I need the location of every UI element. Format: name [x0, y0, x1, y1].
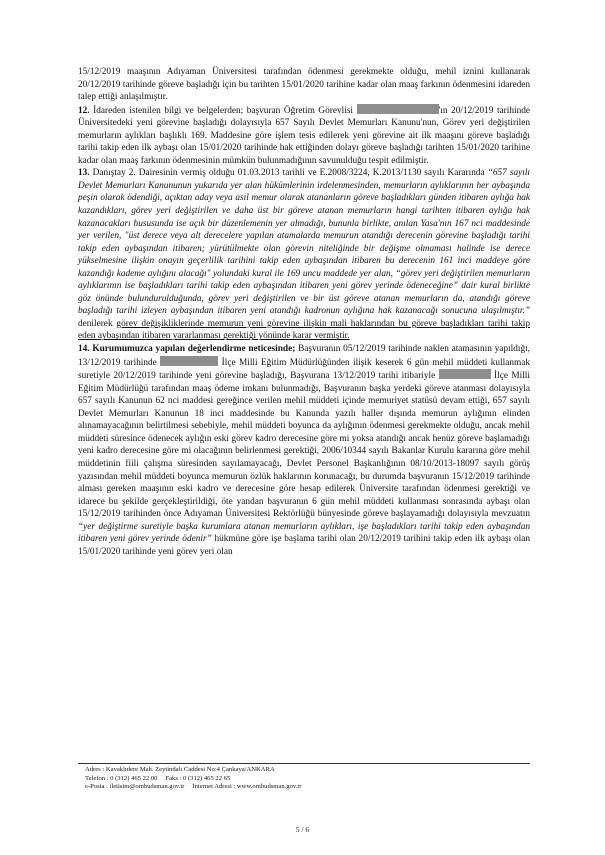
paragraph-text: Başvuranın 05/12/2019 tarihinde naklen atamasının yapıldığı, 13/12/2019 tarihinde	[78, 344, 530, 368]
paragraph-text: İlçe Milli Eğitim Müdürlüğünden ilişik keserek 6 gün mehil müddeti kullanmak suretiyle 20/12/2019 tarihinde yeni görevine başladığı, Başvurana 13/12/2019 tarihi itibariyle	[78, 357, 531, 382]
footer-divider	[78, 763, 530, 764]
paragraph-text: 15/12/2019 maaşının Adıyaman Üniversitesi tarafından ödenmesi gerekmekte olduğu, mehil iznini kullanarak 20/12/2019 tarihinde göreve başladığı için bu tarihten 15/01/2020 tarihine kadar olan maaş farkının ödenmesini idareden talep ettiği anlaşılmıştır.	[78, 67, 530, 103]
paragraph-heading: 14. Kurumumuzca yapılan değerlendirme neticesinde;	[78, 344, 296, 355]
document-body	[78, 66, 530, 558]
footer-website: İnternet Adresi : www.ombudsman.gov.tr	[192, 783, 302, 791]
regulation-quote: “yer değiştirme suretiyle başka kurumlara atanan memurların aylıkları, işe başladıkları tarihi takip eden aybaşından itibaren yeni görev yerinde ödenir”	[78, 521, 530, 545]
footer-contact-row	[85, 775, 530, 784]
paragraph-text: İlçe Milli Eğitim Müdürlüğü tarafından maaş ödeme imkanı bulunmadığı, Başvuranın başka yerdeki göreve atanması dolayısıyla 657 sayılı Kanunun 62 nci maddesi gereğince verilen mehil müddeti içinde memuriyet statüsü devam ettiği, 657 sayılı Devlet Memurları Kanunun 18 inci maddesinde bu Kanunda yazılı haller dışında memurun aylığının elinden alınamayacağının belirtilmesi sebebiyle, mehil müddeti boyunca da aylığının ödenmesi gerekmekte olduğu, ancak mehil müddeti süresince ödenecek aylığın eski görev kadro derecesine göre mi yoksa atandığı ancak henüz göreve başlamadığı yeni kadro derecesine göre mi olacağının belirlenmesi gerektiği, 2006/10344 sayılı Bakanlar Kurulu kararına göre mehil müddetinin fiili çalışma süresinden sayılamayacağı, Devlet Personel Başkanlığının 08/10/2013-18097 sayılı görüş yazısından mehil müddeti boyunca memurun özlük haklarının korunacağı, bu durumda başvuranın 15/12/2019 tarihinde alması gereken maaşının eski kadro ve derecesine göre hesap edilerek Üniversite tarafından ödenmesi gerektiği ve idarece bu şekilde gerçekleştirildiği, öte yandan başvuranın 6 gün mehil müddeti kullanması sonrasında aybaşı olan 15/12/2019 tarihinden önce Adıyaman Üniversitesi Rektörlüğü bünyesinde göreve başlayamadığı dolayısıyla mevzuatın	[78, 371, 530, 520]
paragraph-text: 'ın 20/12/2019 tarihinde Üniversitedeki yeni görevine başladığı dolayısıyla 657 Sayılı Devlet Memurları Kanunu'nun, Görev yeri değiştirilen memurların aylıkları başlıklı 169. Maddesine göre işlem tesis edilerek yeni görevine ait ilk maaşını göreve başladığı tarihi takip eden ilk aybaşı olan 15/01/2020 tarihinde hak ettiğinden dolayı göreve başladığı tarihten 15/01/2020 tarihine kadar olan maaş farkının ödenmesinin mümkün bulunmadığının savunulduğu tespit edilmiştir.	[78, 105, 530, 166]
paragraph-13	[78, 167, 530, 343]
court-decision-quote: “657 sayılı Devlet Memurları Kanununun yukarıda yer alan hükümlerinin irdelenmesinden, memurların aylıklarının her aybaşında peşin olarak ödendiği, açıktan aday veya asıl memur olarak atananların göreve başladıkları günden itibaren aylığa hak kazandıkları, görev yeri değiştirilen ve daha üst bir göreve atanan memurların hangi tarihten itibaren aylığa hak kazanacakları hususunda ise açık bir düzenlemenin yer almadığı, bununla birlikte, anılan Yasa'nın 167 nci maddesinde yer verilen, "üst derece veya alt derecelere yapılan atamalarda memurun atandığı derecenin görevine başladığı tarihi takip eden aybaşından itibaren; yürütülmekte olan görevin niteliğinde bir değişme olmaması halinde ise derece yükselmesine ilişkin onayın geçerlilik tarihini takip eden aybaşından itibaren bu derecenin 161 inci maddeye göre kazandığı kademe aylığını alacağı" yolundaki kural ile 169 uncu maddede yer alan, “görev yeri değiştirilen memurların aylıklarının ise başladıkları tarihi takip eden aybaşından itibaren yeni görev yerinde ödeneceğine” dair kural birlikte göz önünde bulundurulduğunda, görev yeri değiştirilen ve bir üst göreve atanan memurların da, atandığı göreve başladığı tarihi izleyen aybaşından itibaren yeni atandığı kadronun aylığına hak kazanacağı sonucuna ulaşılmıştır.”	[78, 168, 530, 317]
footer-address: Adres : Kavaklıdere Mah. Zeytindalı Caddesi No:4 Çankaya/ANKARA	[85, 766, 275, 773]
page-footer	[85, 766, 530, 792]
footer-phone: Telefon : 0 (312) 465 22 00	[85, 774, 158, 782]
footer-online-row	[85, 783, 530, 792]
paragraph-14	[78, 343, 530, 558]
paragraph-number: 12.	[78, 105, 90, 116]
paragraph-text: hükmüne göre işe başlama tarihi olan 20/12/2019 tarihini takip eden ilk aybaşı olan 15/01/2020 tarihinde yeni görev yeri olan	[78, 534, 530, 557]
redacted-location	[160, 356, 218, 366]
footer-fax: Faks : 0 (312) 465 22 65	[165, 774, 231, 782]
footer-email: e-Posta : iletisim@ombudsman.gov.tr	[85, 783, 185, 791]
paragraph-continuation	[78, 66, 530, 104]
paragraph-text: İdareden istenilen bilgi ve belgelerden; başvuran Öğretim Görevlisi	[89, 105, 357, 116]
paragraph-number: 13.	[78, 168, 90, 179]
redacted-name	[357, 104, 439, 114]
redacted-location	[439, 369, 491, 379]
paragraph-text: denilerek	[78, 318, 117, 329]
page-number: 5 / 6	[295, 825, 310, 834]
paragraph-text: Danıştay 2. Dairesinin vermiş olduğu 01.03.2013 tarihli ve E.2008/3224, K.2013/1130 sayılı Kararında	[89, 168, 488, 179]
underlined-conclusion: görev değişikliklerinde memurun yeni görevine ilişkin mali haklarından bu göreve başladıkları tarihi takip eden aybaşından itibaren yararlanması gerektiği yönünde karar vermiştir.	[78, 318, 530, 342]
paragraph-12	[78, 104, 530, 168]
